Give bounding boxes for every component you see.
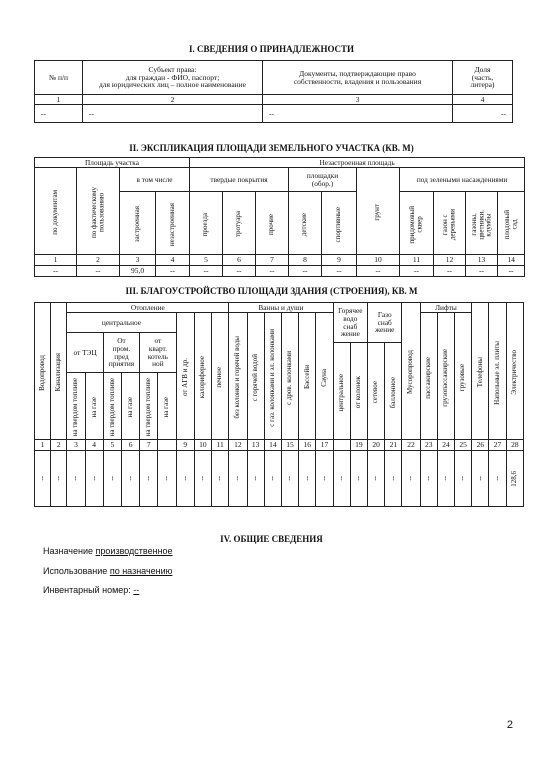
s3-val-28: [506, 451, 523, 507]
s3-val-text-14: --: [268, 476, 277, 481]
s3-num-16: 16: [299, 440, 316, 451]
val-11: --: [400, 266, 434, 277]
s3-val-21: [385, 451, 402, 507]
header-share: Доля (часть, литера): [453, 61, 513, 95]
num-5: 5: [190, 255, 223, 266]
s3-val-9: [176, 451, 194, 507]
group-heating: Отопление: [67, 303, 229, 313]
val-6: --: [223, 266, 256, 277]
num-4: 4: [156, 255, 190, 266]
land-explication-table: [34, 157, 525, 277]
group-plot-area: Площадь участка: [35, 158, 190, 168]
s3-val-text-25: --: [458, 476, 467, 481]
s3-val-text-23: --: [424, 476, 433, 481]
s3-num-27: 27: [489, 440, 506, 451]
val-7: --: [256, 266, 289, 277]
s3-num-12: 12: [229, 440, 247, 451]
s3-num-9: 9: [176, 440, 194, 451]
val-4: --: [156, 266, 190, 277]
s3-num-15: 15: [281, 440, 298, 451]
s3-num-8: [158, 440, 176, 451]
section-1-title: I. СВЕДЕНИЯ О ПРИНАДЛЕЖНОСТИ: [188, 44, 355, 54]
use-line: [43, 566, 172, 576]
s3-val-20: [368, 451, 385, 507]
num-8: 8: [289, 255, 322, 266]
s3-val-text-16: --: [302, 476, 311, 481]
s3-num-22: 22: [402, 440, 420, 451]
header-documents: Документы, подтверждающие право собственности, владения и пользования: [263, 61, 453, 95]
s3-num-26: 26: [472, 440, 489, 451]
s3-val-7: [140, 451, 158, 507]
group-baths: Ванны и души: [229, 303, 333, 313]
s3-val-26: [472, 451, 489, 507]
s3-val-text-10: --: [198, 476, 207, 481]
s3-val-text-7: --: [144, 476, 153, 481]
col-square: придомовый сквер: [400, 192, 434, 255]
col-water-supply: Водопровод: [35, 303, 51, 440]
col-tec-gas: на газе: [85, 373, 103, 440]
group-green: под зелеными насаждениями: [400, 168, 525, 192]
page-number: 2: [506, 719, 513, 731]
s3-val-27: [489, 451, 506, 507]
header-number: № п/п: [35, 61, 83, 95]
group-from-industrial: От пром. пред приятия: [103, 333, 139, 373]
col-hw-central: центральное: [333, 343, 350, 440]
num-12: 12: [434, 255, 466, 266]
col-electricity: Электричество: [506, 303, 523, 440]
col-built: застроенная: [120, 192, 156, 255]
s3-val-text-2: --: [54, 476, 63, 481]
col-lift-cargo: грузовые: [455, 313, 472, 440]
s3-val-23: [420, 451, 437, 507]
s3-num-28: 28: [506, 440, 523, 451]
s3-num-4: 4: [85, 440, 103, 451]
val-12: --: [434, 266, 466, 277]
col-tec-solid: на твердом топливе: [67, 373, 85, 440]
s3-val-text-3: --: [71, 476, 80, 481]
num-14: 14: [498, 255, 525, 266]
col-num-2: 2: [83, 95, 263, 105]
s3-val-text-4: --: [89, 476, 98, 481]
col-actual-use: по фактическому пользованию: [77, 168, 120, 255]
num-2: 2: [77, 255, 120, 266]
col-ind-gas: на газе: [121, 373, 139, 440]
s3-num-21: 21: [385, 440, 402, 451]
s3-val-6: [121, 451, 139, 507]
s3-val-text-11: --: [215, 476, 224, 481]
group-sites: площадки (обор.): [289, 168, 357, 192]
s3-val-17: [316, 451, 333, 507]
s3-val-text-26: --: [475, 476, 484, 481]
row-cell-1: --: [35, 105, 83, 123]
col-sports: спортивные: [322, 192, 357, 255]
section-3-number-row: [35, 440, 524, 451]
s3-val-text-17: --: [319, 476, 328, 481]
s3-num-23: 23: [420, 440, 437, 451]
s3-num-17: 17: [316, 440, 333, 451]
col-other: прочие: [256, 192, 289, 255]
s3-val-24: [437, 451, 454, 507]
s3-val-14: [264, 451, 281, 507]
s3-val-text-28: 128,6: [510, 470, 519, 487]
header-subject: Субъект права: для граждан - ФИО, паспорт; для юридических лиц – полное наименование: [83, 61, 263, 95]
purpose-label: Назначение: [43, 546, 94, 556]
s3-val-12: [229, 451, 247, 507]
s3-val-text-18: --: [337, 476, 346, 481]
s3-val-18: [333, 451, 350, 507]
val-5: --: [190, 266, 223, 277]
group-hot-water: Горячее водо снаб жение: [333, 303, 367, 343]
s3-val-4: [85, 451, 103, 507]
val-8: --: [289, 266, 322, 277]
num-13: 13: [466, 255, 498, 266]
val-3: 95,0: [120, 266, 156, 277]
s3-val-16: [299, 451, 316, 507]
col-ind-solid: на твердом топливе: [103, 373, 121, 440]
col-sewerage: Канализация: [51, 303, 67, 440]
s3-val-13: [247, 451, 264, 507]
purpose-line: [43, 546, 173, 556]
group-in-total: в том числе: [120, 168, 190, 192]
s3-num-14: 14: [264, 440, 281, 451]
s3-val-3: [67, 451, 85, 507]
inventory-label: Инвентарный номер:: [43, 585, 131, 595]
num-7: 7: [256, 255, 289, 266]
col-sidewalk: тротуара: [223, 192, 256, 255]
s3-val-text-22: --: [406, 476, 415, 481]
s3-num-6: 6: [121, 440, 139, 451]
section-3-value-row: [35, 451, 524, 507]
s3-num-5: 5: [103, 440, 121, 451]
col-agv: от АГВ и др.: [176, 313, 194, 440]
num-6: 6: [223, 255, 256, 266]
col-pool: Бассейн: [299, 313, 316, 440]
s3-val-2: [51, 451, 67, 507]
s3-val-19: [350, 451, 367, 507]
col-num-4: 4: [453, 95, 513, 105]
s3-num-24: 24: [437, 440, 454, 451]
col-hw-heaters: от колонок: [350, 343, 367, 440]
col-dist-gas: на газе: [158, 373, 176, 440]
col-electric-stoves: Напольные эл. плиты: [489, 303, 506, 440]
section-2-title: II. ЭКСПЛИКАЦИЯ ПЛОЩАДИ ЗЕМЕЛЬНОГО УЧАСТКА (КВ. М): [129, 143, 414, 153]
s3-num-11: 11: [212, 440, 229, 451]
s3-val-text-20: --: [371, 476, 380, 481]
group-from-tec: от ТЭЦ: [67, 333, 103, 373]
inventory-line: [43, 585, 139, 595]
s3-val-text-27: --: [492, 476, 501, 481]
s3-val-text-21: --: [388, 476, 397, 481]
s3-val-22: [402, 451, 420, 507]
purpose-value: производственное: [95, 546, 173, 556]
section-3-title: III. БЛАГОУСТРОЙСТВО ПЛОЩАДИ ЗДАНИЯ (СТРОЕНИЯ), КВ. М: [125, 286, 418, 296]
s3-num-20: 20: [368, 440, 385, 451]
val-1: --: [35, 266, 77, 277]
use-value: по назначению: [109, 566, 173, 576]
col-garbage-chute: Мусоропровод: [402, 303, 420, 440]
col-phones: Телефоны: [472, 303, 489, 440]
group-lifts: Лифты: [420, 303, 472, 313]
s3-val-text-24: --: [441, 476, 450, 481]
s3-num-18: [333, 440, 350, 451]
s3-num-10: 10: [194, 440, 211, 451]
val-14: --: [498, 266, 525, 277]
group-central: центральное: [67, 313, 176, 333]
s3-num-2: 2: [51, 440, 67, 451]
col-driveway: проезда: [190, 192, 223, 255]
s3-num-7: 7: [140, 440, 158, 451]
s3-val-11: [212, 451, 229, 507]
s3-val-text-19: --: [354, 476, 363, 481]
s3-val-text-13: --: [250, 476, 259, 481]
num-1: 1: [35, 255, 77, 266]
col-lift-cargo-passenger: грузопассажирские: [437, 313, 454, 440]
s3-num-3: 3: [67, 440, 85, 451]
col-orchard: плодовый сад: [498, 192, 525, 255]
col-lawn-trees: газон с деревьями: [434, 192, 466, 255]
s3-val-25: [455, 451, 472, 507]
s3-val-text-9: --: [180, 476, 189, 481]
num-11: 11: [400, 255, 434, 266]
s3-val-text-12: --: [233, 476, 242, 481]
col-stove: печное: [212, 313, 229, 440]
s3-val-text-5: --: [107, 476, 116, 481]
s3-num-13: 13: [247, 440, 264, 451]
col-sauna: Сауна: [316, 313, 333, 440]
s3-val-text-6: --: [125, 476, 134, 481]
col-wood-heaters: с дров. колонками: [281, 313, 298, 440]
s3-val-8: [158, 451, 176, 507]
num-10: 10: [357, 255, 400, 266]
section-4-title: IV. ОБЩИЕ СВЕДЕНИЯ: [220, 534, 323, 544]
s3-val-1: [35, 451, 51, 507]
building-amenities-table: [34, 302, 524, 507]
s3-val-5: [103, 451, 121, 507]
col-children: детские: [289, 192, 322, 255]
val-9: --: [322, 266, 357, 277]
col-hot-water-bath: с горячей водой: [247, 313, 264, 440]
val-2: --: [77, 266, 120, 277]
col-soil: грунт: [357, 168, 400, 255]
use-label: Использование: [43, 566, 108, 576]
s3-val-text-1: --: [37, 476, 46, 481]
num-3: 3: [120, 255, 156, 266]
col-num-1: 1: [35, 95, 83, 105]
s3-val-10: [194, 451, 211, 507]
group-hard-cover: твердые покрытия: [190, 168, 289, 192]
s3-num-19: 19: [350, 440, 367, 451]
col-flowerbeds: газоны, цветники, клумбы: [466, 192, 498, 255]
col-lift-passenger: пассажирские: [420, 313, 437, 440]
col-no-heater: без колонки и горячей воды: [229, 313, 247, 440]
s3-num-1: 1: [35, 440, 51, 451]
s3-val-15: [281, 451, 298, 507]
inventory-value: --: [133, 585, 140, 595]
s3-val-text-8: --: [162, 476, 171, 481]
s3-val-text-15: --: [285, 476, 294, 481]
num-9: 9: [322, 255, 357, 266]
group-from-district: от кварт. котель ной: [140, 333, 176, 373]
col-gas-heaters: с газ. колонками и эл. колонками: [264, 313, 281, 440]
ownership-table: [34, 60, 513, 123]
group-gas: Газо снаб жение: [368, 303, 402, 343]
col-unbuilt: незастроенная: [156, 192, 190, 255]
col-num-3: 3: [263, 95, 453, 105]
col-by-documents: по документам: [35, 168, 77, 255]
col-calorifer: калориферное: [194, 313, 211, 440]
row-cell-4: --: [453, 105, 513, 123]
group-unbuilt-area: Незастроенная площадь: [190, 158, 525, 168]
val-10: --: [357, 266, 400, 277]
col-dist-solid: на твердом топливе: [140, 373, 158, 440]
row-cell-3: --: [263, 105, 453, 123]
col-gas-network: сетевое: [368, 343, 385, 440]
val-13: --: [466, 266, 498, 277]
col-gas-cylinder: баллонное: [385, 343, 402, 440]
row-cell-2: --: [83, 105, 263, 123]
s3-num-25: 25: [455, 440, 472, 451]
